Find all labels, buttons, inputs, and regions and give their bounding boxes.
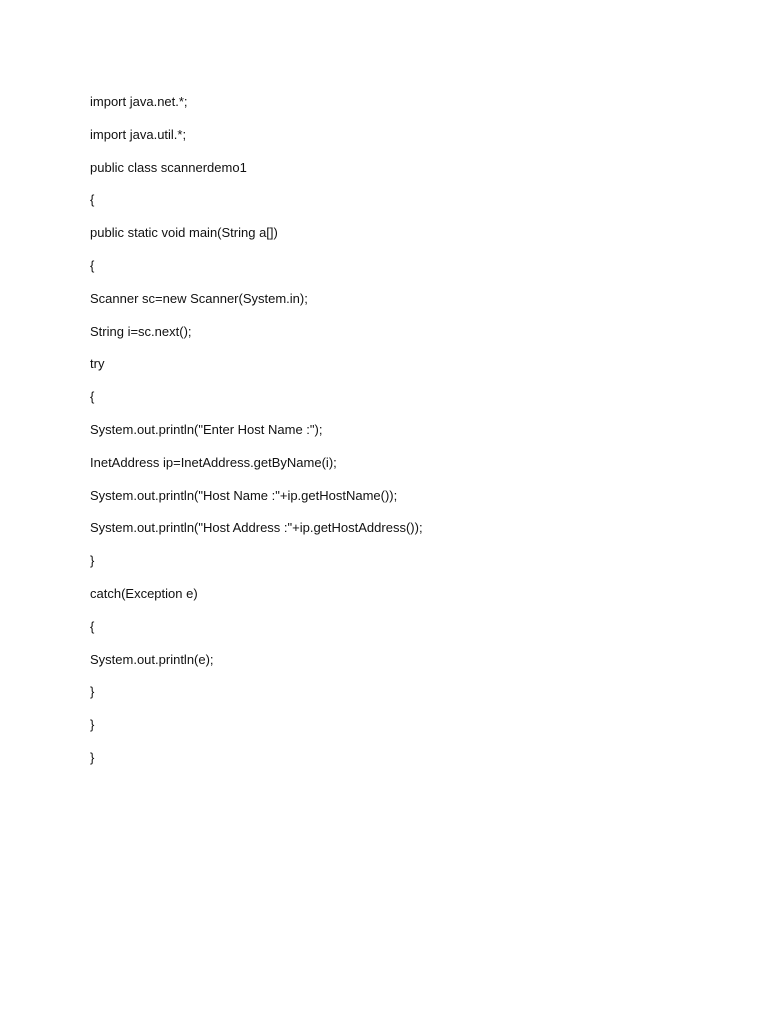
code-line: catch(Exception e) (90, 585, 198, 601)
code-line: { (90, 192, 95, 208)
code-line: import java.util.*; (90, 126, 187, 142)
code-line: System.out.println("Host Address :"+ip.getHostAddress()); (90, 520, 423, 536)
code-line: public static void main(String a[]) (90, 225, 278, 241)
code-line: System.out.println("Host Name :"+ip.getHostName()); (90, 487, 398, 503)
code-line: InetAddress ip=InetAddress.getByName(i); (90, 454, 337, 470)
code-line: } (90, 717, 95, 733)
code-line: String i=sc.next(); (90, 323, 192, 339)
code-line: { (90, 257, 95, 273)
code-line: { (90, 618, 95, 634)
code-line: public class scannerdemo1 (90, 159, 247, 175)
code-line: } (90, 684, 95, 700)
code-listing (90, 92, 730, 781)
code-line: import java.net.*; (90, 94, 188, 109)
code-line: { (90, 389, 95, 405)
code-line: System.out.println(e); (90, 651, 214, 667)
code-line: } (90, 749, 95, 765)
code-line: } (90, 553, 95, 569)
code-line: System.out.println("Enter Host Name :"); (90, 421, 323, 437)
code-line: try (90, 356, 105, 372)
code-line: Scanner sc=new Scanner(System.in); (90, 290, 308, 306)
